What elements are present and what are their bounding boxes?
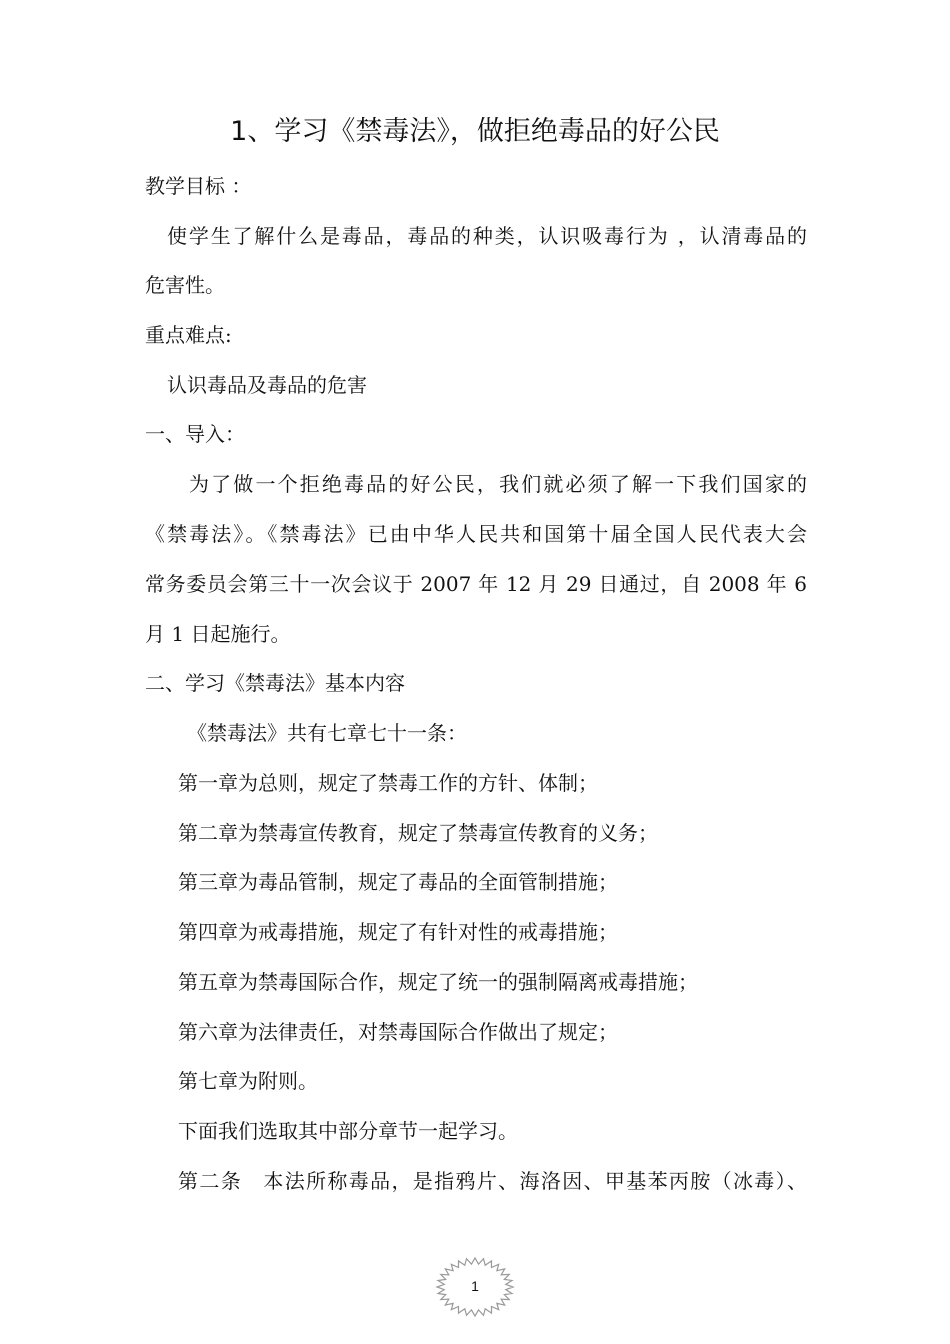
text-line: 认识毒品及毒品的危害 bbox=[167, 373, 367, 397]
text-line: 第一章为总则，规定了禁毒工作的方针、体制； bbox=[178, 771, 598, 795]
text-line: 常务委员会第三十一次会议于 2007 年 12 月 29 日通过，自 2008 年 6 bbox=[145, 572, 807, 596]
document-title: 1、学习《禁毒法》，做拒绝毒品的好公民 bbox=[230, 116, 720, 147]
text-line: 《禁毒法》。《禁毒法》已由中华人民共和国第十届全国人民代表大会 bbox=[145, 522, 807, 546]
text-line: 第二条 本法所称毒品，是指鸦片、海洛因、甲基苯丙胺（冰毒）、 bbox=[178, 1169, 807, 1193]
text-line: 重点难点: bbox=[145, 323, 232, 347]
text-line: 教学目标 ： bbox=[145, 174, 252, 198]
text-line: 使学生了解什么是毒品，毒品的种类，认识吸毒行为 ，认清毒品的 bbox=[167, 224, 807, 248]
page-number: 1 bbox=[471, 1278, 479, 1294]
text-line: 《禁毒法》共有七章七十一条： bbox=[187, 721, 467, 745]
text-line: 为了做一个拒绝毒品的好公民，我们就必须了解一下我们国家的 bbox=[189, 472, 807, 496]
text-line: 第五章为禁毒国际合作，规定了统一的强制隔离戒毒措施； bbox=[178, 970, 698, 994]
text-line: 第六章为法律责任，对禁毒国际合作做出了规定； bbox=[178, 1020, 618, 1044]
text-line: 第四章为戒毒措施，规定了有针对性的戒毒措施； bbox=[178, 920, 618, 944]
text-line: 危害性。 bbox=[145, 273, 225, 297]
page-number-badge bbox=[434, 1256, 516, 1320]
text-line: 第二章为禁毒宣传教育，规定了禁毒宣传教育的义务； bbox=[178, 821, 658, 845]
text-line: 第三章为毒品管制，规定了毒品的全面管制措施； bbox=[178, 870, 618, 894]
text-line: 一、导入： bbox=[145, 422, 245, 446]
text-line: 月 1 日起施行。 bbox=[145, 622, 291, 646]
text-line: 下面我们选取其中部分章节一起学习。 bbox=[178, 1119, 518, 1143]
text-line: 二、学习《禁毒法》基本内容 bbox=[145, 671, 405, 695]
text-line: 第七章为附则。 bbox=[178, 1069, 318, 1093]
